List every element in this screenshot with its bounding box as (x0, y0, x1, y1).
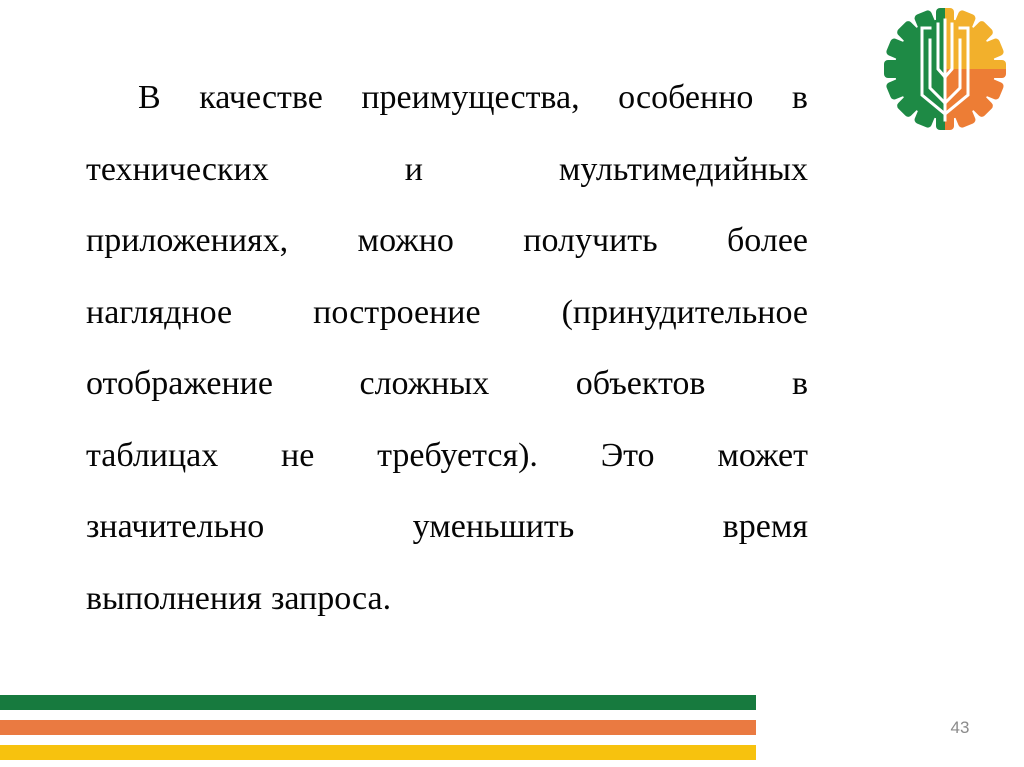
university-logo (883, 7, 1007, 131)
word: не (281, 436, 315, 474)
word: таблицах (86, 436, 219, 474)
word: получить (523, 222, 658, 259)
gear-wheat-logo-icon (883, 7, 1007, 131)
word: особенно (618, 79, 754, 116)
word: В (138, 79, 161, 116)
word: значительно (86, 508, 265, 545)
footer-stripe-green (0, 695, 756, 710)
word: запроса. (270, 579, 392, 617)
footer-stripe-yellow (0, 745, 756, 760)
text-line (86, 62, 808, 134)
slide-number: 43 (950, 718, 970, 737)
text-line (86, 420, 808, 492)
word: выполнения (86, 579, 262, 617)
word: уменьшить (412, 508, 575, 545)
text-line (86, 205, 808, 277)
word: сложных (359, 365, 490, 402)
word: можно (357, 222, 454, 259)
word: в (791, 79, 808, 116)
word: построение (313, 293, 481, 331)
word: объектов (575, 365, 706, 402)
word: требуется). (377, 436, 538, 474)
footer-stripe-orange (0, 720, 756, 735)
body-text (86, 62, 808, 634)
word: может (717, 436, 808, 474)
text-line (86, 563, 808, 635)
word: Это (600, 436, 655, 474)
logo-orange-quadrant (945, 69, 1007, 131)
word: приложениях, (86, 222, 289, 259)
text-line (86, 348, 808, 420)
word: наглядное (86, 293, 233, 331)
word: качестве (199, 79, 323, 116)
word: и (404, 150, 423, 188)
logo-green-half (883, 7, 945, 131)
logo-gold-quadrant (945, 7, 1007, 69)
text-line (86, 277, 808, 349)
word: время (722, 508, 808, 545)
word: в (791, 365, 808, 402)
word: мультимедийных (558, 150, 808, 188)
word: технических (86, 150, 269, 188)
word: (принудительное (561, 293, 808, 331)
text-line (86, 134, 808, 206)
word: отображение (86, 365, 273, 402)
word: более (727, 222, 808, 259)
text-line (86, 491, 808, 563)
word: преимущества, (361, 79, 580, 116)
